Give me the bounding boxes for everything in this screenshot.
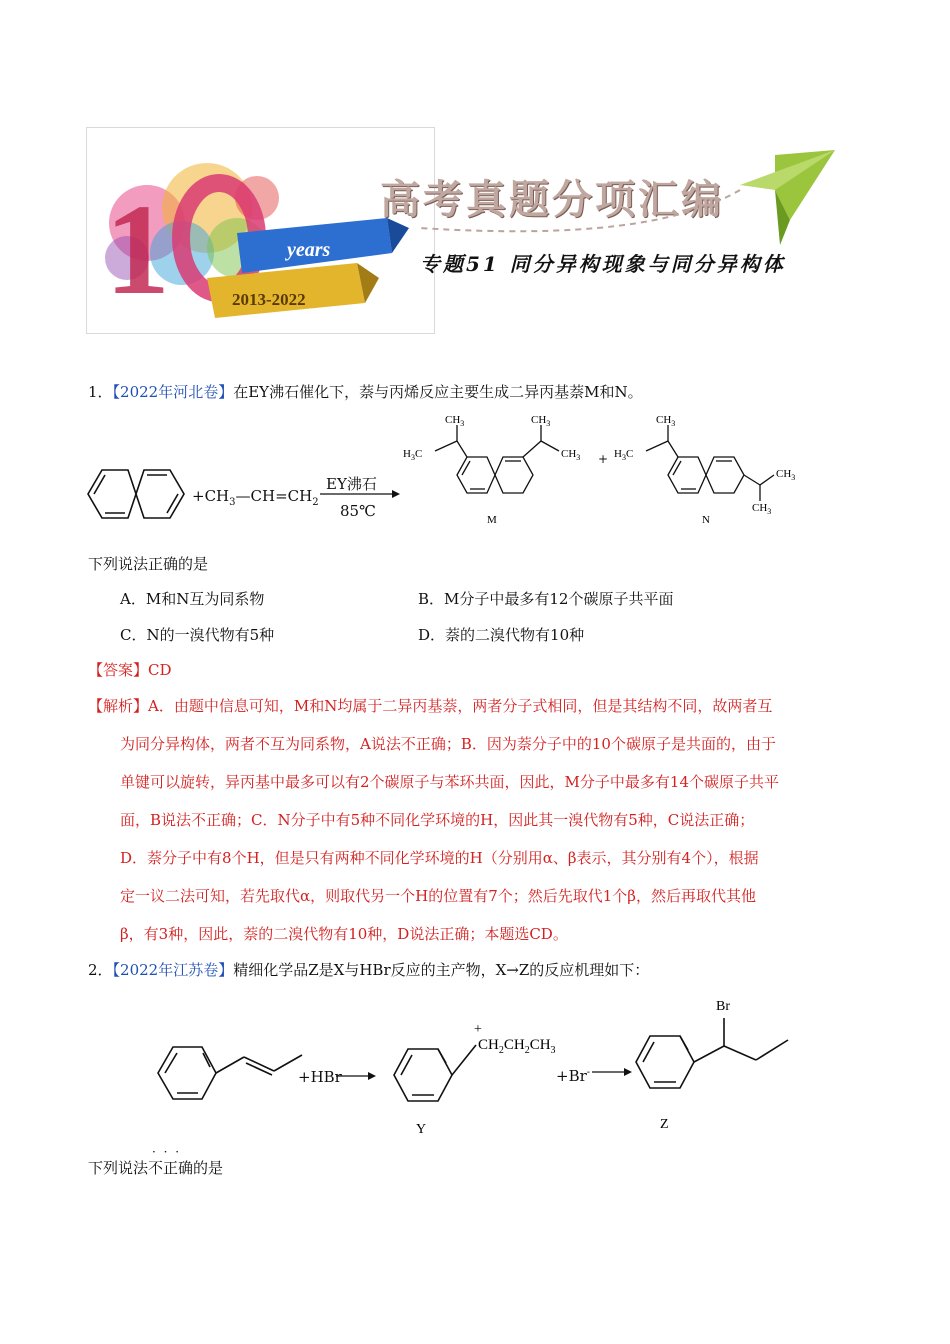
- q2-number: 2．: [88, 961, 113, 979]
- q1-option-a[interactable]: A．M和N互为同系物: [120, 590, 265, 608]
- q2-source: 【2022年江苏卷】: [112, 961, 234, 979]
- reaction-arrow-icon: [318, 489, 402, 499]
- label-n: N: [702, 514, 710, 526]
- q1-option-c[interactable]: C．N的一溴代物有5种: [120, 626, 275, 644]
- q1-source: 【2022年河北卷】: [112, 383, 234, 401]
- plus-sign: +: [598, 452, 609, 466]
- catalyst-label: EY沸石: [326, 475, 377, 493]
- emphasis-dots: · · ·: [152, 1145, 182, 1159]
- q1-explanation-line-7: β，有3种，因此，萘的二溴代物有10种，D说法正确；本题选CD。: [120, 925, 568, 943]
- answer-value: CD: [148, 661, 172, 679]
- q1-explanation-line-5: D．萘分子中有8个H，但是只有两种不同化学环境的H（分别用α、β表示，其分别有4个），根据: [120, 849, 759, 867]
- q1-explanation-line-3: 单键可以旋转，异丙基中最多可以有2个碳原子与苯环共面，因此，M分子中最多有14个碳原子共平: [120, 773, 779, 791]
- q2-stem: 精细化学品Z是X与HBr反应的主产物，X→Z的反应机理如下：: [233, 961, 650, 979]
- q1-number: 1．: [88, 383, 113, 401]
- q1-question: 下列说法正确的是: [88, 555, 209, 573]
- label-m: M: [487, 514, 497, 526]
- cation-charge: +: [474, 1022, 482, 1037]
- q1-answer: [88, 661, 172, 679]
- n-ch3-bottom: $CH_3$: [752, 502, 772, 516]
- q1-stem-line: [88, 383, 643, 401]
- m-ch3-right: $CH_3$: [561, 448, 581, 462]
- banner-title: 高考真题分项汇编: [380, 176, 724, 223]
- logo-years-text: years: [287, 239, 331, 261]
- q1-option-b[interactable]: B．M分子中最多有12个碳原子共平面: [418, 590, 674, 608]
- banner-subtitle: 专题51 同分异构现象与同分异构体: [420, 252, 786, 276]
- product-n-structure: [610, 405, 810, 530]
- naphthalene-structure: [80, 460, 192, 530]
- paper-plane-icon: [380, 150, 850, 260]
- explanation-tag: 【解析】: [88, 697, 149, 715]
- m-h3c-left: $H_3C$: [403, 448, 423, 462]
- n-ch3-right: $CH_3$: [776, 468, 796, 482]
- label-z: Z: [660, 1117, 669, 1130]
- q2-question: 下列说法不正确的是: [88, 1159, 224, 1177]
- n-ch3-top: $CH_3$: [656, 414, 676, 428]
- product-z-structure: [628, 990, 808, 1130]
- bromide-reagent: +Br-: [556, 1067, 591, 1085]
- q1-explanation-line-6: 定一议二法可知，若先取代α，则取代另一个H的位置有7个；然后先取代1个β，然后再取代其他: [120, 887, 756, 905]
- m-ch3-top-right: $CH_3$: [531, 414, 551, 428]
- q1-stem: 在EY沸石催化下，萘与丙烯反应主要生成二异丙基萘M和N。: [233, 383, 643, 401]
- product-m-structure: [395, 405, 595, 530]
- bromine-label: Br: [716, 999, 730, 1014]
- compound-x-structure: [150, 1025, 310, 1115]
- answer-tag: 【答案】: [88, 661, 149, 679]
- q1-explanation-line-4: 面，B说法不正确；C．N分子中有5种不同化学环境的H，因此其一溴代物有5种，C说法正确；: [120, 811, 755, 829]
- q2-stem-line: [88, 961, 649, 979]
- arrow-1-icon: [334, 1070, 378, 1082]
- n-h3c-left: $H_3C$: [614, 448, 634, 462]
- intermediate-y-structure: [380, 1015, 580, 1135]
- q1-explanation-line-2: 为同分异构体，两者不互为同系物，A说法不正确；B．因为萘分子中的10个碳原子是共面的，由于: [120, 735, 776, 753]
- q1-explanation-line-1: 【解析】A．由题中信息可知，M和N均属于二异丙基萘，两者分子式相同，但是其结构不同，故两者互: [88, 697, 773, 715]
- hbr-reagent: +HBr: [298, 1068, 342, 1086]
- svg-text:1: 1: [105, 178, 170, 322]
- propene-formula: $+CH_3—CH=CH_2$: [192, 487, 319, 508]
- propyl-chain: $CH_2CH_2CH_3$: [478, 1037, 556, 1056]
- label-y: Y: [416, 1122, 427, 1135]
- q1-option-d[interactable]: D．萘的二溴代物有10种: [418, 626, 585, 644]
- m-ch3-top-left: $CH_3$: [445, 414, 465, 428]
- logo-range-text: 2013-2022: [232, 290, 306, 309]
- temperature-label: 85℃: [340, 502, 376, 520]
